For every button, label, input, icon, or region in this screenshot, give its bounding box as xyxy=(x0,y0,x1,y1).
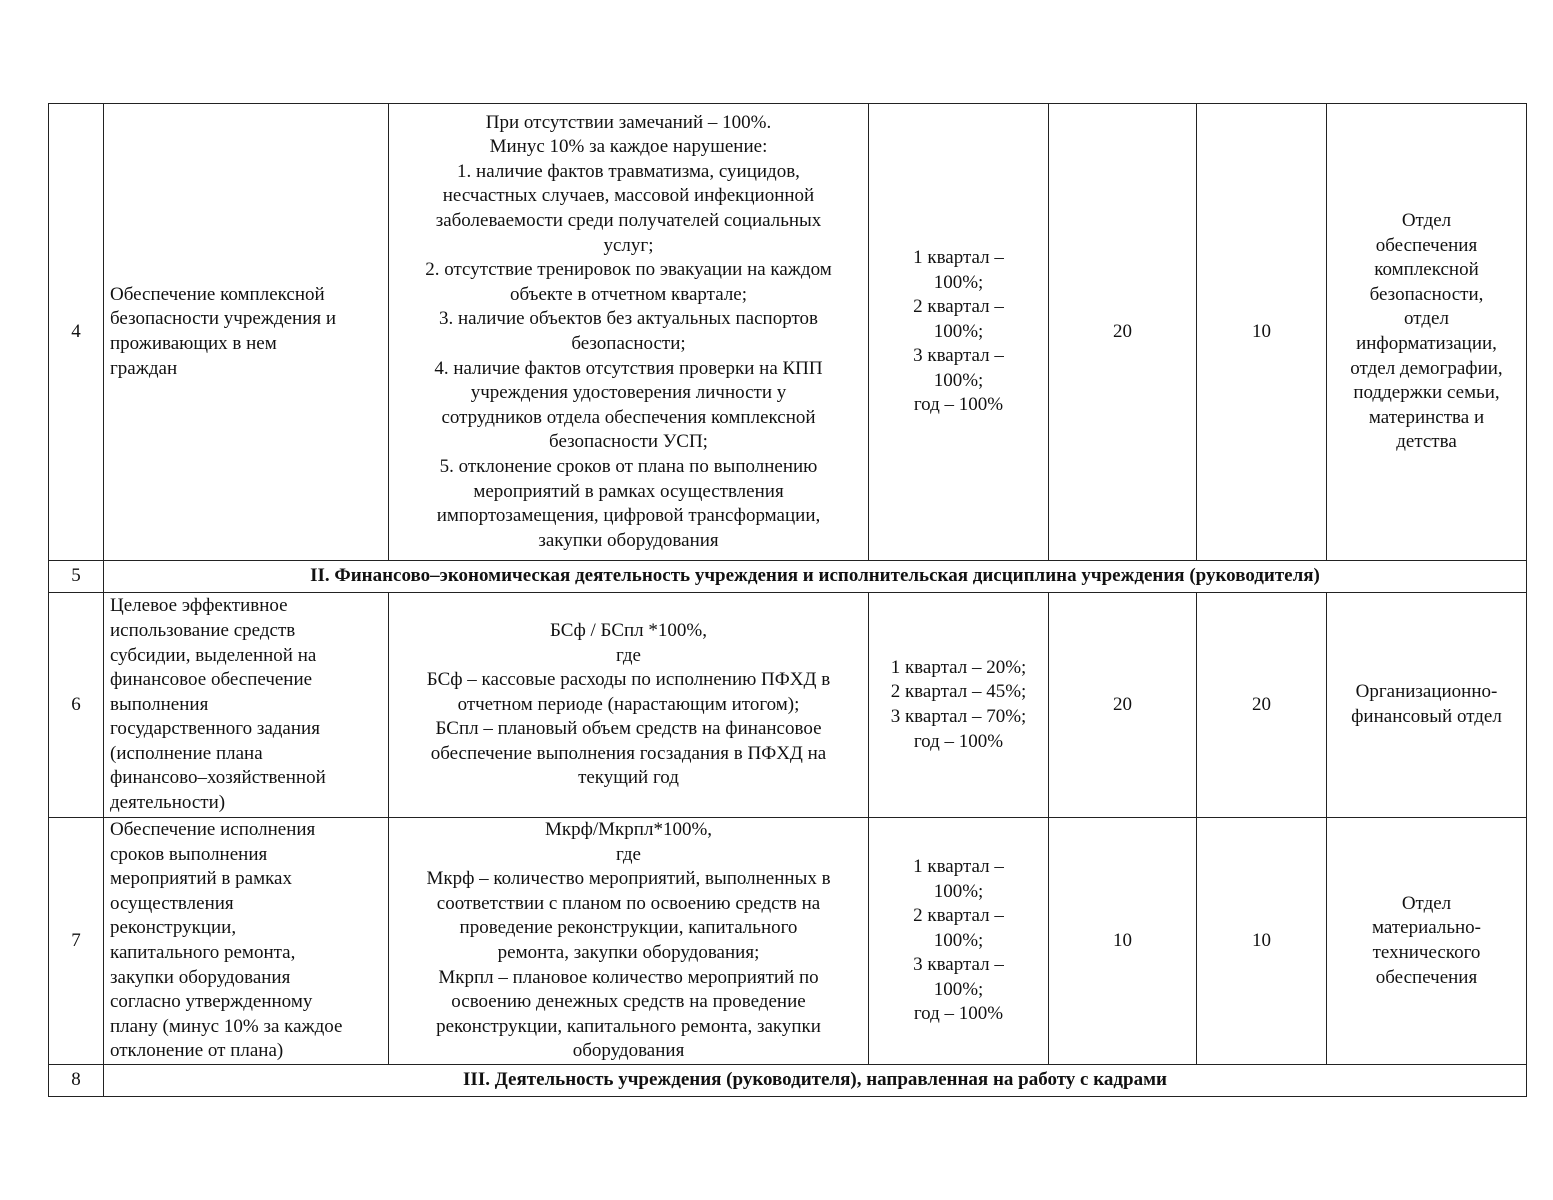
text-line: безопасности; xyxy=(571,333,686,354)
text-line: 100%; xyxy=(933,320,984,342)
text-line: 4. наличие фактов отсутствия проверки на КПП xyxy=(434,357,823,379)
text-line: отдел демографии, xyxy=(1350,357,1503,379)
text-line: обеспечение выполнения госзадания в ПФХД на xyxy=(430,742,827,764)
section-title: III. Деятельность учреждения (руководителя), направленная на работу с кадрами xyxy=(104,1065,1527,1097)
text-line: 2 квартал – xyxy=(913,905,1004,927)
text-line: обеспечения xyxy=(1375,966,1478,988)
text-line: плану (минус 10% за каждое xyxy=(110,1015,343,1037)
responsible-department xyxy=(1327,104,1527,561)
section-title: II. Финансово–экономическая деятельность учреждения и исполнительская дисциплина учреждения (руководителя) xyxy=(104,561,1527,593)
text-line: безопасности учреждения и xyxy=(110,308,337,330)
text-line: 3 квартал – 70%; xyxy=(890,706,1027,727)
text-line: мероприятий в рамках xyxy=(110,868,292,890)
text-line: Целевое эффективное xyxy=(110,595,288,617)
text-line: осуществления xyxy=(110,892,234,914)
value-b: 10 xyxy=(1197,104,1327,561)
text-line: закупки оборудования xyxy=(110,966,291,988)
period-targets xyxy=(869,104,1049,561)
text-line: 5. отклонение сроков от плана по выполнению xyxy=(439,455,818,477)
text-line: комплексной xyxy=(1374,259,1479,281)
text-line: год – 100% xyxy=(913,730,1004,752)
text-line: Мкрф/Мкрпл*100%, xyxy=(544,819,713,841)
text-line: информатизации, xyxy=(1356,333,1497,354)
evaluation-criteria xyxy=(389,818,869,1065)
text-line: 100%; xyxy=(933,369,984,391)
text-line: обеспечения xyxy=(1375,234,1478,256)
table-row-6 xyxy=(49,593,1527,818)
text-line: 1 квартал – xyxy=(913,855,1004,877)
text-line: использование средств xyxy=(110,619,296,641)
text-line: текущий год xyxy=(578,767,679,789)
text-line: детства xyxy=(1396,431,1457,453)
text-line: БСф – кассовые расходы по исполнению ПФХД в xyxy=(426,669,831,691)
text-line: финансовое обеспечение xyxy=(110,669,313,691)
text-line: где xyxy=(616,644,641,666)
value-a: 20 xyxy=(1049,104,1197,561)
text-line: заболеваемости среди получателей социальных xyxy=(435,210,822,232)
text-line: материнства и xyxy=(1368,406,1485,428)
text-line: год – 100% xyxy=(913,394,1004,416)
section-row-5 xyxy=(49,561,1527,593)
text-line: Организационно- xyxy=(1355,681,1498,703)
text-line: При отсутствии замечаний – 100%. xyxy=(485,111,772,133)
indicator-name xyxy=(104,593,389,818)
text-line: 3 квартал – xyxy=(913,954,1004,976)
text-line: 3. наличие объектов без актуальных паспортов xyxy=(439,308,818,330)
text-line: 1 квартал – xyxy=(913,246,1004,268)
text-line: импортозамещения, цифровой трансформации, xyxy=(436,505,821,527)
text-line: несчастных случаев, массовой инфекционной xyxy=(442,185,815,207)
text-line: 2 квартал – 45%; xyxy=(890,681,1027,703)
responsible-department xyxy=(1327,818,1527,1065)
text-line: услуг; xyxy=(603,234,654,256)
text-line: выполнения xyxy=(110,693,209,715)
row-number: 7 xyxy=(49,818,104,1065)
value-a: 20 xyxy=(1049,593,1197,818)
text-line: поддержки семьи, xyxy=(1353,382,1500,404)
text-line: Отдел xyxy=(1401,210,1452,232)
evaluation-criteria xyxy=(389,593,869,818)
text-line: год – 100% xyxy=(913,1003,1004,1025)
text-line: деятельности) xyxy=(110,792,226,814)
section-row-8 xyxy=(49,1065,1527,1097)
indicator-name xyxy=(104,818,389,1065)
row-number: 8 xyxy=(49,1065,104,1097)
responsible-department xyxy=(1327,593,1527,818)
text-line: учреждения удостоверения личности у xyxy=(470,382,787,404)
value-a: 10 xyxy=(1049,818,1197,1065)
text-line: реконструкции, xyxy=(110,917,237,939)
text-line: 100%; xyxy=(933,929,984,951)
text-line: государственного задания xyxy=(110,718,320,740)
text-line: Минус 10% за каждое нарушение: xyxy=(489,136,768,158)
table-row-4 xyxy=(49,104,1527,561)
text-line: отчетном периоде (нарастающим итогом); xyxy=(457,693,800,715)
text-line: оборудования xyxy=(572,1040,685,1062)
text-line: отклонение от плана) xyxy=(110,1040,284,1062)
text-line: реконструкции, капитального ремонта, закупки xyxy=(436,1015,821,1037)
text-line: 2 квартал – xyxy=(913,296,1004,318)
text-line: безопасности, xyxy=(1369,283,1484,305)
table-row-7 xyxy=(49,818,1527,1065)
evaluation-criteria xyxy=(389,104,869,561)
text-line: 1 квартал – 20%; xyxy=(890,656,1027,678)
text-line: БСпл – плановый объем средств на финансовое xyxy=(435,718,822,740)
text-line: (исполнение плана xyxy=(110,742,263,764)
text-line: Отдел xyxy=(1401,892,1452,914)
period-targets xyxy=(869,818,1049,1065)
text-line: согласно утвержденному xyxy=(110,991,313,1013)
text-line: мероприятий в рамках осуществления xyxy=(473,480,784,502)
text-line: закупки оборудования xyxy=(538,529,719,551)
row-number: 4 xyxy=(49,104,104,561)
text-line: 100%; xyxy=(933,880,984,902)
text-line: сотрудников отдела обеспечения комплексной xyxy=(441,406,816,428)
text-line: капитального ремонта, xyxy=(110,942,296,963)
text-line: Обеспечение комплексной xyxy=(110,283,325,305)
row-number: 6 xyxy=(49,593,104,818)
text-line: Мкрф – количество мероприятий, выполненных в xyxy=(426,868,831,890)
text-line: ремонта, закупки оборудования; xyxy=(497,942,760,963)
text-line: 3 квартал – xyxy=(913,345,1004,367)
text-line: где xyxy=(616,843,641,865)
text-line: освоению денежных средств на проведение xyxy=(451,991,806,1013)
text-line: 2. отсутствие тренировок по эвакуации на каждом xyxy=(425,259,832,281)
text-line: проживающих в нем xyxy=(110,333,277,354)
text-line: субсидии, выделенной на xyxy=(110,644,317,666)
text-line: технического xyxy=(1372,942,1481,963)
text-line: материально- xyxy=(1372,917,1481,939)
text-line: отдел xyxy=(1404,308,1449,330)
value-b: 20 xyxy=(1197,593,1327,818)
text-line: финансово–хозяйственной xyxy=(110,767,326,789)
text-line: 1. наличие фактов травматизма, суицидов, xyxy=(457,160,800,182)
text-line: Обеспечение исполнения xyxy=(110,819,316,841)
text-line: сроков выполнения xyxy=(110,843,268,865)
text-line: безопасности УСП; xyxy=(549,431,708,453)
text-line: Мкрпл – плановое количество мероприятий по xyxy=(438,966,819,988)
criteria-table xyxy=(48,103,1527,1097)
text-line: объекте в отчетном квартале; xyxy=(509,283,748,305)
text-line: финансовый отдел xyxy=(1351,706,1502,727)
row-number: 5 xyxy=(49,561,104,593)
text-line: соответствии с планом по освоению средств на xyxy=(436,892,821,914)
text-line: 100%; xyxy=(933,271,984,293)
text-line: БСф / БСпл *100%, xyxy=(550,619,707,641)
value-b: 10 xyxy=(1197,818,1327,1065)
text-line: 100%; xyxy=(933,978,984,1000)
indicator-name xyxy=(104,104,389,561)
text-line: граждан xyxy=(110,357,178,379)
period-targets xyxy=(869,593,1049,818)
text-line: проведение реконструкции, капитального xyxy=(459,917,798,939)
